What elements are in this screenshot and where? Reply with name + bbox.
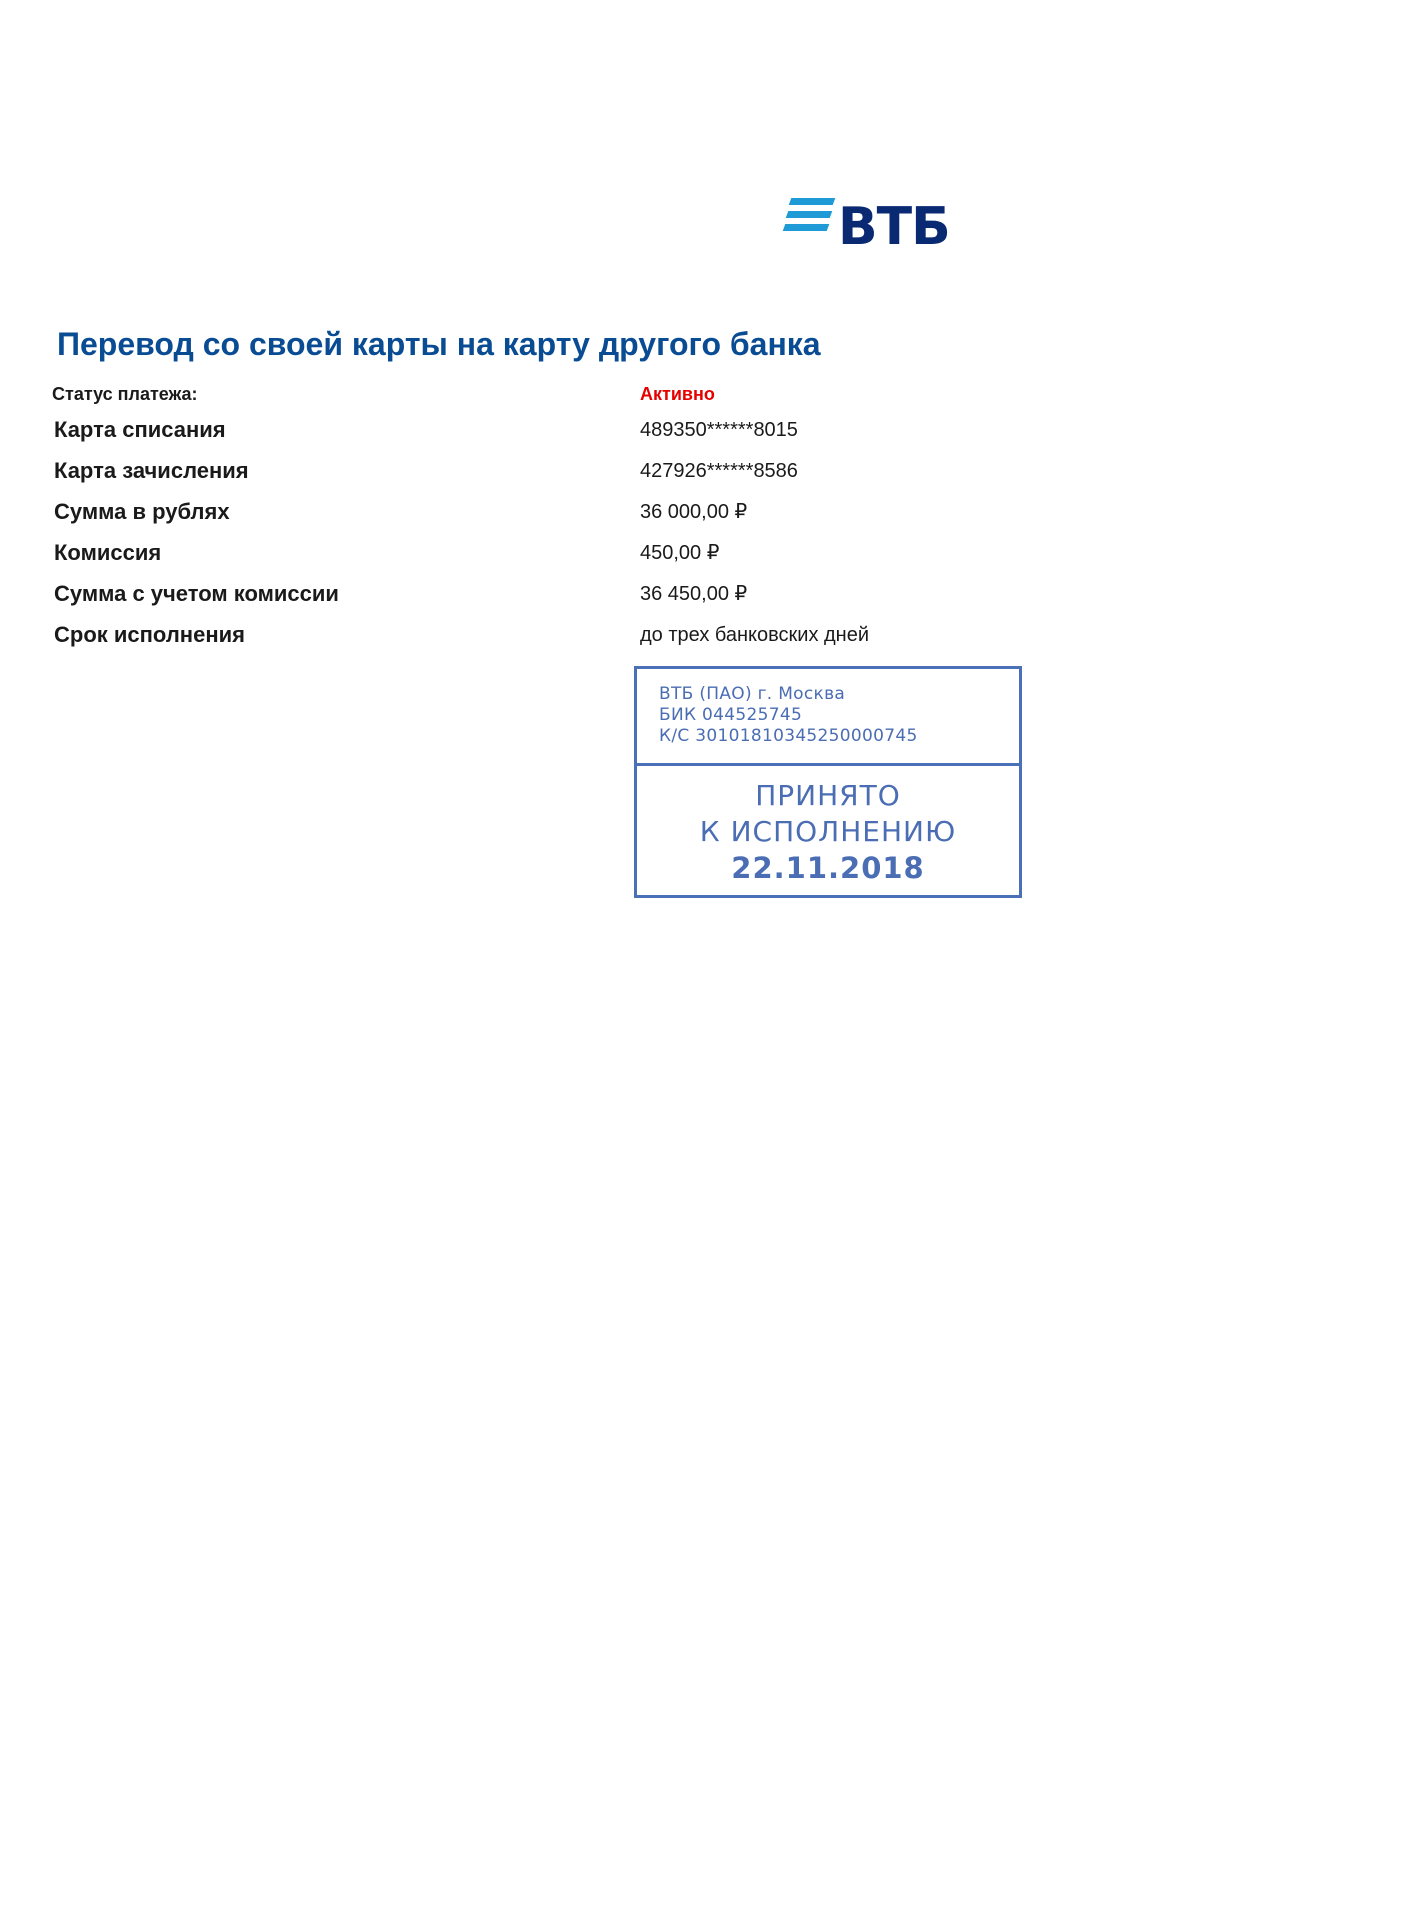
total-row [0,579,1425,609]
amount-row [0,497,1425,527]
payment-status-row [0,379,1425,409]
stamp-execution-line: К ИСПОЛНЕНИЮ [699,815,957,848]
credit-card-label: Карта зачисления [54,458,249,483]
stamp-accepted-line: ПРИНЯТО [755,779,901,812]
amount-label: Сумма в рублях [54,499,230,524]
stamp-acceptance [637,766,1019,886]
total-value: 36 450,00 ₽ [640,583,748,605]
execution-term-label: Срок исполнения [54,622,245,647]
stamp-bank-name: ВТБ (ПАО) г. Москва [659,684,846,704]
stamp-date: 22.11.2018 [731,851,925,885]
bank-stamp [634,666,1022,898]
execution-term-value: до трех банковских дней [640,624,870,646]
amount-value: 36 000,00 ₽ [640,501,748,523]
credit-card-row [0,456,1425,486]
debit-card-row [0,415,1425,445]
document-title: Перевод со своей карты на карту другого банка [57,326,821,362]
payment-status-value: Активно [640,384,715,404]
commission-label: Комиссия [54,540,162,565]
commission-value: 450,00 ₽ [640,542,720,564]
total-label: Сумма с учетом комиссии [54,581,339,606]
debit-card-value: 489350******8015 [640,419,798,441]
debit-card-label: Карта списания [54,417,226,442]
stamp-bik: БИК 044525745 [659,705,803,725]
commission-row [0,538,1425,568]
credit-card-value: 427926******8586 [640,460,798,482]
stamp-bank-details [637,669,1019,766]
payment-status-label: Статус платежа: [52,384,198,404]
vtb-logo [784,196,950,258]
logo-stripes-icon [784,198,834,236]
execution-term-row [0,620,1425,650]
logo-text: ВТБ [838,197,950,257]
stamp-ks: К/С 30101810345250000745 [659,726,918,746]
